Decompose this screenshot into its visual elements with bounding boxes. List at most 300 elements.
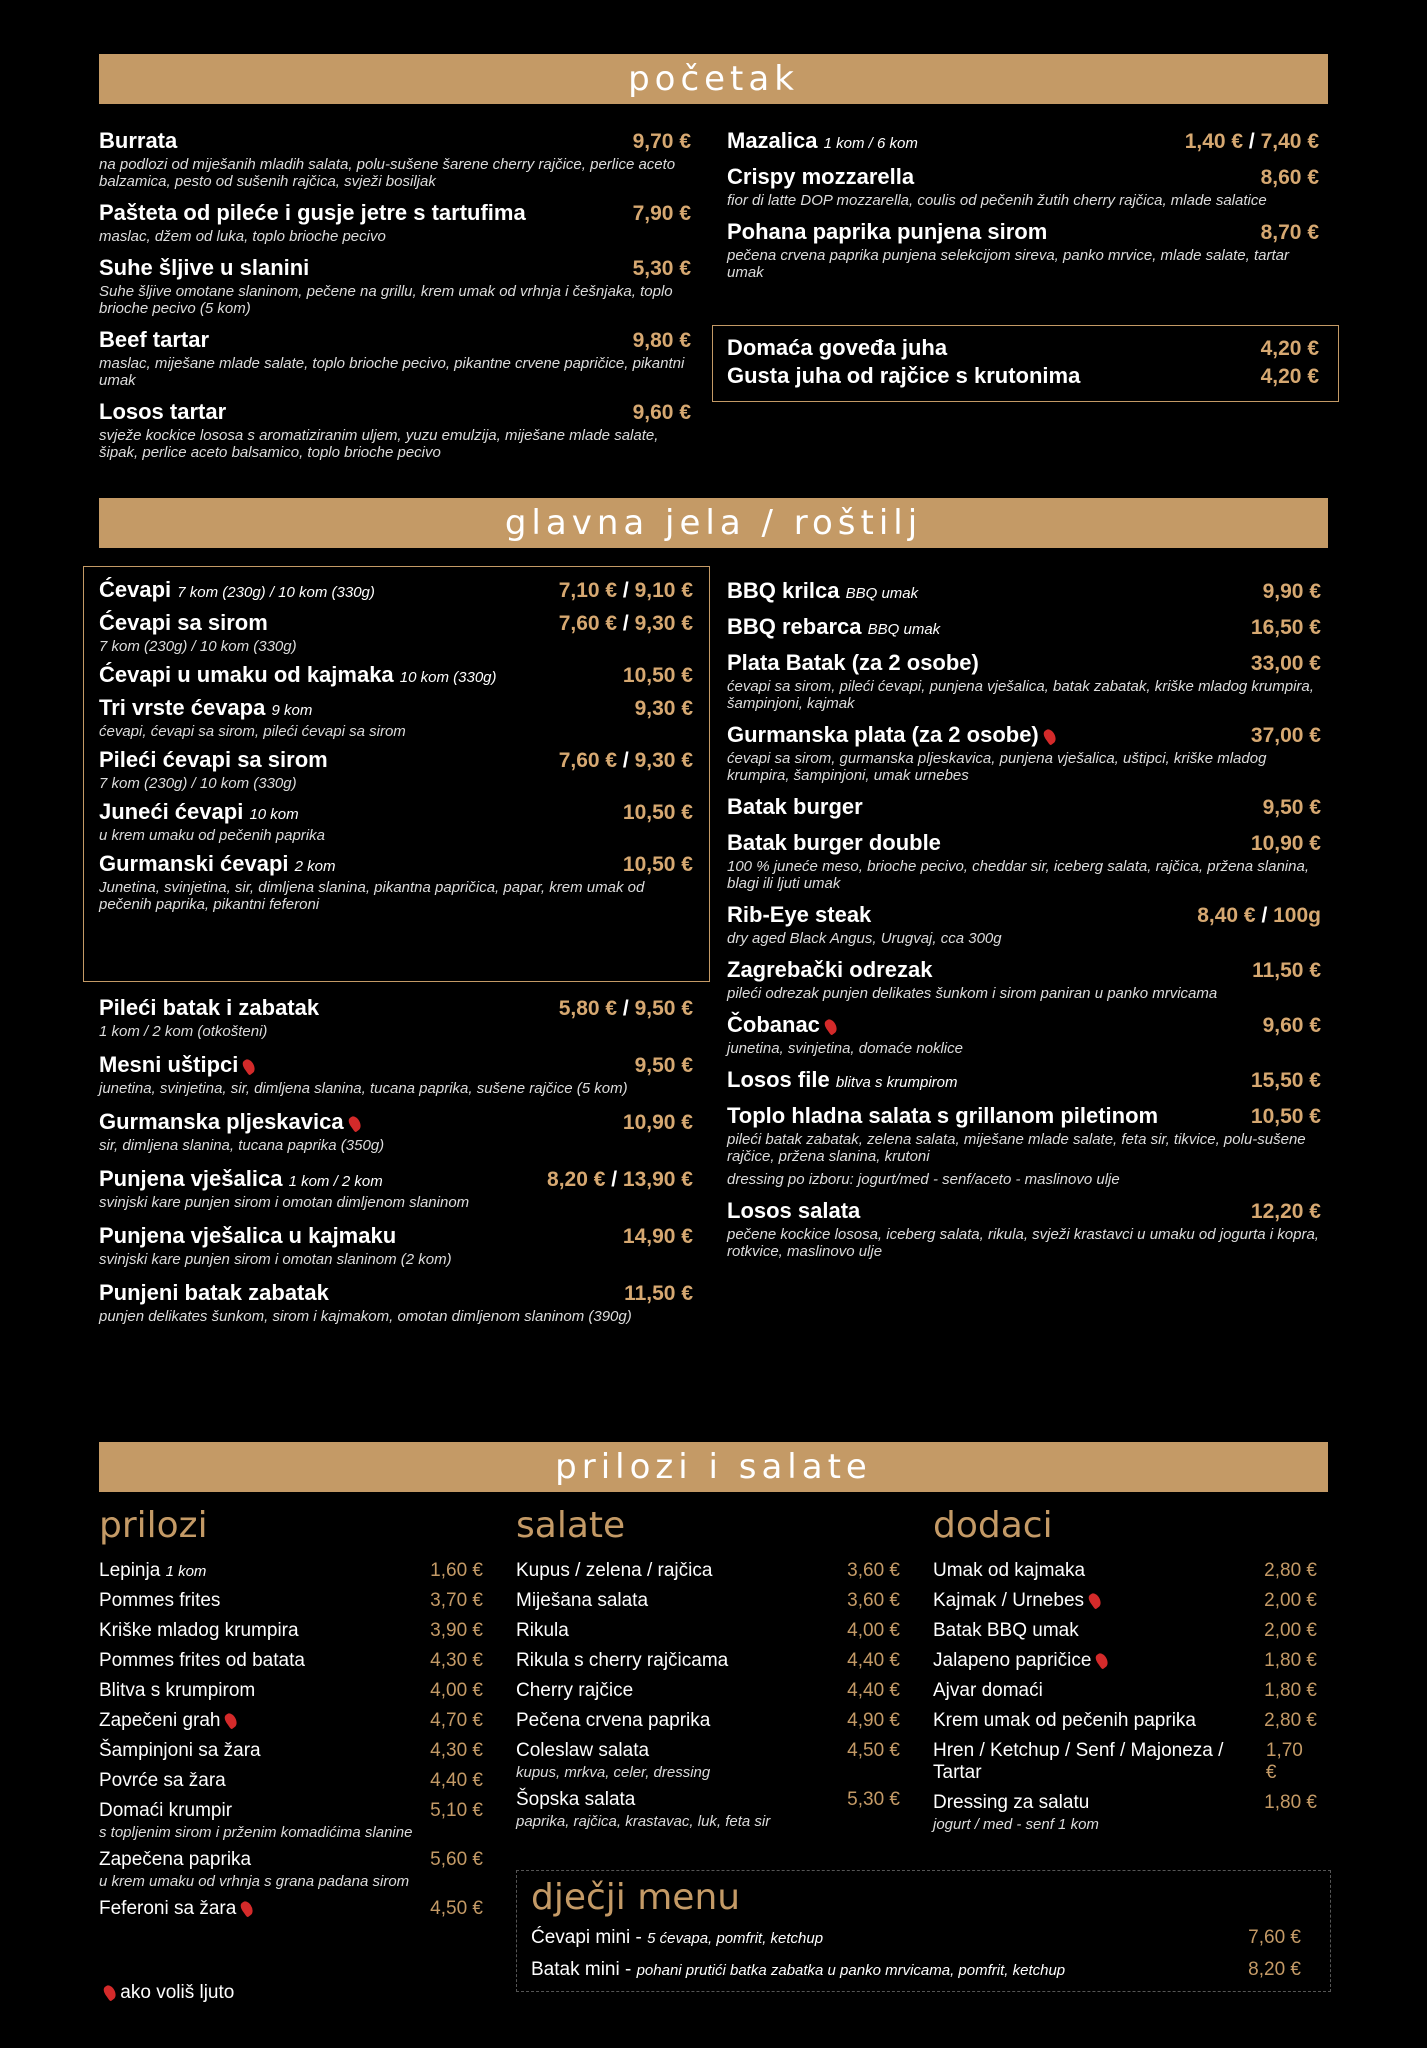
list-item-price: 4,40 € xyxy=(430,1770,483,1791)
menu-item-row xyxy=(727,1198,1321,1224)
item-price xyxy=(633,401,691,425)
list-item-name xyxy=(516,1590,648,1612)
menu-item-row xyxy=(99,695,693,721)
menu-item xyxy=(727,335,1319,361)
menu-item-row xyxy=(99,1223,693,1249)
salate-heading: salate xyxy=(516,1505,626,1546)
menu-item-row xyxy=(99,747,693,773)
list-item-name-text: Pečena crvena paprika xyxy=(516,1710,711,1731)
list-item-name xyxy=(516,1620,569,1642)
menu-item xyxy=(727,363,1319,389)
menu-item-row xyxy=(727,794,1321,820)
item-description: pileći batak zabatak, zelena salata, miješane mlade salate, feta sir, tikvice, polu-sušene rajčice, pržena slanina, krutoni xyxy=(727,1131,1306,1165)
item-description: svinjski kare punjen sirom i omotan dimljenom slaninom xyxy=(99,1194,470,1211)
list-item-price: 4,90 € xyxy=(847,1710,900,1731)
menu-item-row xyxy=(99,1109,693,1135)
item-portion: BBQ umak xyxy=(845,585,919,602)
list-item-name-text: Kriške mladog krumpira xyxy=(99,1620,299,1641)
list-item-price: 1,80 € xyxy=(1264,1650,1317,1671)
menu-item-row xyxy=(727,902,1321,928)
list-item-name xyxy=(99,1620,299,1642)
list-item-price: 1,80 € xyxy=(1264,1680,1317,1701)
djecji-list xyxy=(531,1927,1301,1991)
list-item-price: 4,00 € xyxy=(847,1620,900,1641)
item-price-value-2: 100g xyxy=(1273,904,1321,927)
menu-item-row xyxy=(99,327,691,353)
item-price xyxy=(1251,1105,1321,1129)
item-name-text: Burrata xyxy=(99,128,178,153)
list-item xyxy=(99,1650,483,1672)
salate-list xyxy=(516,1560,900,1838)
item-price xyxy=(1263,796,1321,820)
item-price-value: 10,50 € xyxy=(622,664,693,687)
list-item-price: 3,90 € xyxy=(430,1620,483,1641)
item-price-value: 9,60 € xyxy=(632,401,691,424)
menu-item xyxy=(99,662,693,688)
list-item-name xyxy=(99,1740,261,1762)
item-price-value: 4,20 € xyxy=(1260,365,1319,388)
item-price-value-2: 9,30 € xyxy=(634,749,693,772)
item-name xyxy=(727,614,940,640)
item-price xyxy=(1251,724,1321,748)
menu-item-row xyxy=(99,851,693,877)
menu-item xyxy=(727,1103,1321,1188)
item-price-value: 7,60 € xyxy=(558,612,618,635)
item-name-text: Batak burger xyxy=(727,794,863,819)
item-price-value: 9,50 € xyxy=(1262,796,1321,819)
item-portion: 2 kom xyxy=(294,858,336,875)
menu-item xyxy=(99,200,691,245)
list-item-description: paprika, rajčica, krastavac, luk, feta sir xyxy=(516,1813,771,1830)
menu-item-row xyxy=(727,830,1321,856)
item-price-value-2: 7,40 € xyxy=(1260,130,1319,153)
list-item-price: 4,50 € xyxy=(430,1898,483,1919)
item-price xyxy=(623,1225,693,1249)
menu-item xyxy=(99,399,691,461)
item-price xyxy=(633,257,691,281)
item-name xyxy=(99,327,209,353)
list-item-name-text: Blitva s krumpirom xyxy=(99,1680,256,1701)
menu-item-row xyxy=(99,255,691,281)
dodaci-list xyxy=(933,1560,1317,1841)
item-name xyxy=(727,164,914,190)
list-item-description: u krem umaku od vrhnja s grana padana sirom xyxy=(99,1873,410,1890)
item-description: maslac, miješane mlade salate, toplo brioche pecivo, pikantne crvene papričice, pikantni umak xyxy=(99,355,685,389)
legend-text: ako voliš ljuto xyxy=(120,1982,235,2003)
item-name-text: Crispy mozzarella xyxy=(727,164,915,189)
item-price xyxy=(1261,337,1319,361)
list-item xyxy=(516,1740,900,1762)
list-item-name-text: Feferoni sa žara xyxy=(99,1898,237,1919)
list-item xyxy=(99,1770,483,1792)
item-name xyxy=(727,957,932,983)
list-item xyxy=(933,1560,1317,1582)
list-item-name-text: Lepinja xyxy=(99,1560,161,1581)
item-price xyxy=(635,697,693,721)
item-name xyxy=(727,1012,836,1038)
item-price xyxy=(1251,1200,1321,1224)
list-item-price: 4,40 € xyxy=(847,1650,900,1671)
item-price-value-2: 9,30 € xyxy=(634,612,693,635)
item-description: ćevapi sa sirom, pileći ćevapi, punjena vješalica, batak zabatak, kriške mladog krumpira, šampinjoni, kajmak xyxy=(727,678,1314,712)
list-item-name xyxy=(933,1650,1107,1672)
item-description: pečene kockice lososa, iceberg salata, rikula, svježi krastavci u umaku od jogurta i kopra, rotkvice, maslinovo ulje xyxy=(727,1226,1319,1260)
list-item xyxy=(516,1590,900,1612)
dodaci-heading: dodaci xyxy=(933,1505,1053,1546)
list-item-name xyxy=(933,1620,1079,1642)
chili-icon xyxy=(1087,1592,1104,1610)
item-description: svinjski kare punjen sirom i omotan slaninom (2 kom) xyxy=(99,1251,452,1268)
price-separator: / xyxy=(617,579,635,602)
item-price-value: 10,50 € xyxy=(622,801,693,824)
item-price xyxy=(1263,580,1321,604)
item-name-text: Rib-Eye steak xyxy=(727,902,872,927)
item-price xyxy=(624,1282,693,1306)
list-item xyxy=(99,1800,483,1822)
item-portion: blitva s krumpirom xyxy=(835,1074,958,1091)
list-item-name-text: Kajmak / Urnebes xyxy=(933,1590,1085,1611)
item-price xyxy=(1197,904,1321,928)
item-price-value: 9,90 € xyxy=(1262,580,1321,603)
legend xyxy=(99,1982,234,2004)
item-description: punjen delikates šunkom, sirom i kajmakom, omotan dimljenom slaninom (390g) xyxy=(99,1308,632,1325)
item-price xyxy=(1251,832,1321,856)
list-item xyxy=(933,1650,1317,1672)
item-price xyxy=(623,801,693,825)
list-item-name-text: Batak BBQ umak xyxy=(933,1620,1079,1641)
soup-box xyxy=(712,325,1339,402)
item-price-value: 4,20 € xyxy=(1260,337,1319,360)
menu-item xyxy=(727,830,1321,892)
list-item-name-text: Šopska salata xyxy=(516,1789,636,1810)
menu-item-row xyxy=(727,363,1319,389)
item-price xyxy=(633,130,691,154)
item-price xyxy=(1261,365,1319,389)
menu-item xyxy=(99,1280,693,1325)
list-item-name xyxy=(99,1710,236,1732)
list-item-price: 4,30 € xyxy=(430,1650,483,1671)
list-item-name-text: Coleslaw salata xyxy=(516,1740,650,1761)
list-item-name xyxy=(933,1560,1085,1582)
item-name-text: Losos tartar xyxy=(99,399,227,424)
menu-item xyxy=(727,128,1319,154)
list-item-price: 2,00 € xyxy=(1264,1620,1317,1641)
list-item xyxy=(933,1620,1317,1642)
item-description: na podlozi od miješanih mladih salata, polu-sušene šarene cherry rajčice, perlice aceto balzamica, pesto od sušenih rajčica, svježi bosiljak xyxy=(99,156,676,190)
item-portion: 9 kom xyxy=(271,702,313,719)
menu-item xyxy=(727,794,1321,820)
item-description: maslac, džem od luka, toplo brioche pecivo xyxy=(99,228,386,245)
list-item-price: 3,60 € xyxy=(847,1560,900,1581)
item-name xyxy=(99,747,328,773)
menu-item xyxy=(99,747,693,792)
chili-icon xyxy=(223,1712,240,1730)
chili-icon xyxy=(239,1900,256,1918)
item-name-text: Plata Batak (za 2 osobe) xyxy=(727,650,979,675)
price-separator: / xyxy=(1243,130,1261,153)
item-price-value: 10,50 € xyxy=(622,853,693,876)
item-name xyxy=(99,255,309,281)
item-price-value: 9,30 € xyxy=(634,697,693,720)
item-description: junetina, svinjetina, domaće noklice xyxy=(727,1040,963,1057)
item-name xyxy=(99,1223,396,1249)
chili-icon xyxy=(346,1114,363,1132)
menu-item-row xyxy=(99,200,691,226)
item-name xyxy=(99,1109,360,1135)
list-item-name xyxy=(99,1770,226,1792)
item-price-value: 16,50 € xyxy=(1250,616,1321,639)
list-item xyxy=(933,1740,1317,1784)
list-item-name xyxy=(516,1789,635,1811)
item-name-text: Beef tartar xyxy=(99,327,210,352)
list-item-price: 4,40 € xyxy=(847,1680,900,1701)
menu-item-row xyxy=(727,1103,1321,1129)
item-price-value: 7,90 € xyxy=(632,202,691,225)
item-description: Junetina, svinjetina, sir, dimljena slanina, pikantna papričica, papar, krem umak od pečenih paprika, pikantni feferoni xyxy=(99,879,645,913)
menu-item xyxy=(727,614,1321,640)
list-item-price: 4,70 € xyxy=(430,1710,483,1731)
item-price-value: 11,50 € xyxy=(624,1282,693,1305)
item-description: sir, dimljena slanina, tucana paprika (350g) xyxy=(99,1137,385,1154)
item-name-text: Domaća goveđa juha xyxy=(727,335,948,360)
item-name-text: Mesni uštipci xyxy=(99,1052,239,1077)
item-name-text: Suhe šljive u slanini xyxy=(99,255,310,280)
item-name xyxy=(727,650,979,676)
list-item-name-text: Jalapeno papričice xyxy=(933,1650,1092,1671)
item-portion: 1 kom / 6 kom xyxy=(823,135,918,152)
list-item xyxy=(516,1789,900,1811)
menu-item xyxy=(727,650,1321,712)
item-name-text: Punjeni batak zabatak xyxy=(99,1280,329,1305)
item-name xyxy=(727,722,1055,748)
menu-item-row xyxy=(99,1052,693,1078)
menu-item-row xyxy=(727,219,1319,245)
price-separator: / xyxy=(1255,904,1274,927)
kids-item xyxy=(531,1959,1301,1981)
menu-item xyxy=(727,902,1321,947)
item-name xyxy=(99,1052,254,1078)
item-price-value: 10,50 € xyxy=(1250,1105,1321,1128)
menu-item xyxy=(99,851,693,913)
item-name-text: BBQ krilca xyxy=(727,578,840,603)
list-item xyxy=(933,1792,1317,1814)
item-name-text: Pohana paprika punjena sirom xyxy=(727,219,1048,244)
item-name xyxy=(99,695,312,721)
menu-item-row xyxy=(99,1166,693,1192)
menu-item-row xyxy=(727,128,1319,154)
item-price xyxy=(623,853,693,877)
item-name-text: Ćevapi sa sirom xyxy=(99,610,268,635)
list-item-name xyxy=(516,1680,633,1702)
item-name-text: Gurmanska plata (za 2 osobe) xyxy=(727,722,1039,747)
list-item-name xyxy=(516,1560,712,1582)
item-name-text: Gurmanski ćevapi xyxy=(99,851,289,876)
chili-icon xyxy=(241,1057,258,1075)
list-item xyxy=(933,1680,1317,1702)
item-name xyxy=(727,794,863,820)
menu-item-row xyxy=(99,610,693,636)
glavna-left-column xyxy=(99,995,693,1337)
list-item-name-text: Rikula s cherry rajčicama xyxy=(516,1650,729,1671)
item-price-value: 9,70 € xyxy=(632,130,691,153)
list-item xyxy=(99,1849,483,1871)
list-item-name-text: Povrće sa žara xyxy=(99,1770,226,1791)
item-price xyxy=(1251,1069,1321,1093)
item-price xyxy=(1261,221,1319,245)
item-price xyxy=(623,664,693,688)
list-item-name xyxy=(99,1849,251,1871)
cevapi-list xyxy=(99,577,693,920)
item-name-text: Mazalica xyxy=(727,128,818,153)
item-price-value-2: 9,10 € xyxy=(634,579,693,602)
menu-item-row xyxy=(99,799,693,825)
kids-item-price: 7,60 € xyxy=(1248,1927,1301,1948)
item-price-value: 10,90 € xyxy=(622,1111,693,1134)
list-item-name-text: Pommes frites od batata xyxy=(99,1650,305,1671)
menu-item xyxy=(99,327,691,389)
item-name xyxy=(727,1198,860,1224)
item-name xyxy=(727,219,1047,245)
item-price-value: 9,50 € xyxy=(634,1054,693,1077)
item-name xyxy=(99,577,375,603)
list-item-price: 2,80 € xyxy=(1264,1710,1317,1731)
list-item xyxy=(99,1680,483,1702)
item-price xyxy=(559,612,693,636)
item-portion: 10 kom (330g) xyxy=(399,669,497,686)
list-item-price: 1,60 € xyxy=(430,1560,483,1581)
item-price-value: 37,00 € xyxy=(1250,724,1321,747)
item-price-value: 12,20 € xyxy=(1250,1200,1321,1223)
list-item-name xyxy=(99,1560,206,1582)
item-name-text: Pileći batak i zabatak xyxy=(99,995,320,1020)
item-name-text: Ćevapi xyxy=(99,577,172,602)
menu-item-row xyxy=(727,614,1321,640)
list-item-name-text: Hren / Ketchup / Senf / Majoneza / Tartar xyxy=(933,1740,1224,1783)
item-price-value: 7,60 € xyxy=(558,749,618,772)
item-portion: 1 kom / 2 kom xyxy=(288,1173,383,1190)
item-description: ćevapi, ćevapi sa sirom, pileći ćevapi sa sirom xyxy=(99,723,406,740)
menu-item xyxy=(99,577,693,603)
list-item xyxy=(99,1590,483,1612)
item-name-text: Čobanac xyxy=(727,1012,820,1037)
menu-item-row xyxy=(727,1012,1321,1038)
list-item-name xyxy=(99,1650,305,1672)
list-item-portion: 1 kom xyxy=(165,1563,207,1580)
item-price-value-2: 9,50 € xyxy=(634,997,693,1020)
list-item-description: s topljenim sirom i prženim komadićima slanine xyxy=(99,1824,413,1841)
kids-item-text: Batak mini - pohani prutići batka zabatka u panko mrvicama, pomfrit, ketchup xyxy=(531,1959,1066,1980)
menu-item xyxy=(99,128,691,190)
list-item-price: 3,70 € xyxy=(430,1590,483,1611)
list-item-name xyxy=(99,1800,232,1822)
prilozi-heading: prilozi xyxy=(99,1505,208,1546)
item-price xyxy=(1251,652,1321,676)
list-item-name-text: Dressing za salatu xyxy=(933,1792,1090,1813)
menu-item xyxy=(99,695,693,740)
menu-item-row xyxy=(727,957,1321,983)
item-description: fior di latte DOP mozzarella, coulis od pečenih žutih cherry rajčica, mlade salatice xyxy=(727,192,1267,209)
item-price xyxy=(559,749,693,773)
list-item-name xyxy=(99,1590,220,1612)
item-description: ćevapi sa sirom, gurmanska pljeskavica, punjena vješalica, uštipci, kriške mladog krumpira, šampinjoni, umak urnebes xyxy=(727,750,1267,784)
prilozi-list xyxy=(99,1560,483,1928)
item-price xyxy=(1261,166,1319,190)
menu-item-row xyxy=(99,577,693,603)
list-item xyxy=(516,1650,900,1672)
item-name xyxy=(99,200,526,226)
list-item-name-text: Zapečena paprika xyxy=(99,1849,252,1870)
item-name-text: Punjena vješalica xyxy=(99,1166,283,1191)
chili-icon xyxy=(823,1017,840,1035)
price-separator: / xyxy=(617,612,635,635)
menu-item-row xyxy=(99,995,693,1021)
list-item-name-text: Krem umak od pečenih paprika xyxy=(933,1710,1196,1731)
menu-item xyxy=(99,610,693,655)
item-name-text: Tri vrste ćevapa xyxy=(99,695,266,720)
list-item xyxy=(99,1740,483,1762)
item-description: Suhe šljive omotane slaninom, pečene na grillu, krem umak od vrhnja i češnjaka, toplo brioche pecivo (5 kom) xyxy=(99,283,673,317)
list-item-name-text: Šampinjoni sa žara xyxy=(99,1740,261,1761)
item-name xyxy=(99,799,299,825)
item-description: pileći odrezak punjen delikates šunkom i sirom paniran u panko mrvicama xyxy=(727,985,1218,1002)
list-item xyxy=(516,1560,900,1582)
menu-item xyxy=(99,255,691,317)
list-item xyxy=(516,1620,900,1642)
list-item-price: 4,00 € xyxy=(430,1680,483,1701)
list-item-price: 1,80 € xyxy=(1264,1792,1317,1813)
item-name xyxy=(99,399,226,425)
list-item-name-text: Zapečeni grah xyxy=(99,1710,221,1731)
item-price xyxy=(635,1054,693,1078)
item-portion: 10 kom xyxy=(249,806,299,823)
menu-item-row xyxy=(727,578,1321,604)
item-price-value: 11,50 € xyxy=(1252,959,1321,982)
section-banner-pocetak: početak xyxy=(99,54,1328,104)
item-name-text: Ćevapi u umaku od kajmaka xyxy=(99,662,394,687)
list-item-price: 5,10 € xyxy=(430,1800,483,1821)
item-price-value: 1,40 € xyxy=(1184,130,1244,153)
list-item-name xyxy=(516,1740,649,1762)
kids-item xyxy=(531,1927,1301,1949)
item-description: 100 % juneće meso, brioche pecivo, cheddar sir, iceberg salata, rajčica, pržena slanina, blagi ili ljuti umak xyxy=(727,858,1309,892)
glavna-right-column xyxy=(727,578,1321,1270)
item-price xyxy=(547,1168,693,1192)
kids-item-name: Batak mini xyxy=(531,1959,620,1980)
item-description: 7 kom (230g) / 10 kom (330g) xyxy=(99,638,297,655)
list-item-price: 5,60 € xyxy=(430,1849,483,1870)
item-price xyxy=(1263,1014,1321,1038)
item-description-2: dressing po izboru: jogurt/med - senf/aceto - maslinovo ulje xyxy=(727,1171,1120,1188)
list-item-name xyxy=(933,1710,1196,1732)
menu-item xyxy=(727,1012,1321,1057)
item-name xyxy=(727,128,918,154)
item-price-value: 15,50 € xyxy=(1250,1069,1321,1092)
item-name xyxy=(727,1103,1158,1129)
item-price xyxy=(633,202,691,226)
list-item-price: 5,30 € xyxy=(847,1789,900,1810)
list-item xyxy=(99,1710,483,1732)
kids-item-price: 8,20 € xyxy=(1248,1959,1301,1980)
list-item xyxy=(99,1620,483,1642)
item-description: u krem umaku od pečenih paprika xyxy=(99,827,325,844)
item-price-value: 9,60 € xyxy=(1262,1014,1321,1037)
item-name xyxy=(99,610,268,636)
menu-item-row xyxy=(99,662,693,688)
menu-item-row xyxy=(727,164,1319,190)
item-price-value: 33,00 € xyxy=(1250,652,1321,675)
item-price xyxy=(1185,130,1319,154)
item-name-text: Gusta juha od rajčice s krutonima xyxy=(727,363,1081,388)
